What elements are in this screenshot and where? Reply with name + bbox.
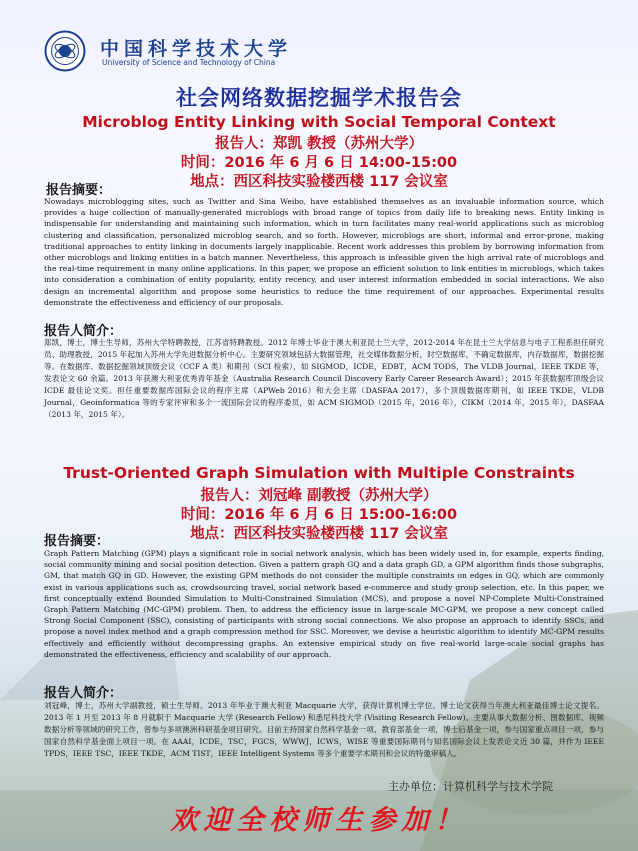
talk-1-speaker: 报告人：郑凯 教授（苏州大学） <box>214 136 424 152</box>
talk-1-title: Microblog Entity Linking with Social Temporal Context <box>82 113 556 131</box>
talk-1-time: 时间：2016 年 6 月 6 日 14:00-15:00 <box>180 155 458 171</box>
organizer: 主办单位：计算机科学与技术学院 <box>388 780 553 793</box>
talk-1-location: 地点：西区科技实验楼西楼 117 会议室 <box>190 174 448 190</box>
university-logo <box>44 30 86 72</box>
event-title: 社会网络数据挖掘学术报告会 <box>176 86 462 110</box>
talk-2-bio: 刘冠峰，博士，苏州大学副教授，硕士生导师。2013 年毕业于澳大利亚 Macquarie 大学，获得计算机博士学位。博士论文获得当年澳大利亚最佳博士论文提名。2013 年 1 月至 2013 年 8 月就职于 Macquarie 大学 (Research Fellow) 和悉尼科技大学 (Visiting Research Fellow)。主要从事大数据分析、图数据库、视频数据分析等领域的研究工作，曾参与多项澳洲科研基金项目研究。目前主持国家自然科学基金一项、教育部基金一项，博士后基金一项，参与国家重点项目一项，参与国家自然科学基金面上项目一项。在 AAAI，ICDE，TSC，FGCS，WWWJ，ICWS，WISE 等重要国际期刊与知名国际会议上发表论文近 30 篇，并作为 IEEE TPDS，IEEE TSC，IEEE TKDE，ACM TIST，IEEE Intelligent Systems 等多个重要学术期刊和会议的特邀审稿人。 <box>44 701 604 758</box>
talk-2-abstract-label: 报告摘要： <box>44 534 110 549</box>
talk-2-speaker: 报告人：刘冠峰 副教授（苏州大学） <box>200 488 438 504</box>
talk-1-abstract-label: 报告摘要： <box>46 183 112 198</box>
talk-2-title: Trust-Oriented Graph Simulation with Multiple Constraints <box>63 464 575 482</box>
talk-2-abstract: Graph Pattern Matching (GPM) plays a significant role in social network analysis, which has been widely used in, for example, experts finding, social community mining and social position detection. Given a pattern graph GQ and a data graph GD, a GPM algorithm finds those subgraphs, GM, that match GQ in GD. However, the existing GPM methods do not consider the multiple constraints on edges in GQ, which are commonly exist in various applications such as, crowdsourcing travel, social network based e-commerce and study group selection, etc. In this paper, we first conceptually extend Bounded Simulation to Multi-Constrained Simulation (MCS), and propose a novel NP-Complete Multi-Constrained Graph Pattern Matching (MC-GPM) problem. Then, to address the efficiency issue in large-scale MC-GPM, we propose a new concept called Strong Social Component (SSC), consisting of participants with strong social connections. We also propose an approach to identify SSCs, and propose a novel index method and a graph compression method for SSC. Moreover, we devise a heuristic algorithm to identify MC-GPM results effectively and efficiently without decompressing graphs. An extensive empirical study on five real-world large-scale social graphs has demonstrated the effectiveness, efficiency and scalability of our approach. <box>44 549 604 659</box>
university-name-cn: 中国科学技术大学 <box>100 38 293 60</box>
talk-2-location: 地点：西区科技实验楼西楼 117 会议室 <box>190 526 448 542</box>
university-name-en: University of Science and Technology of China <box>102 58 276 67</box>
talk-1-bio-label: 报告人简介： <box>44 324 123 339</box>
talk-1-bio: 郑凯，博士，博士生导师，苏州大学特聘教授，江苏省特聘教授。2012 年博士毕业于澳大利亚昆士兰大学，2012-2014 年在昆士兰大学信息与电子工程系担任研究员、助理教授，2015 年起加入苏州大学先进数据分析中心。主要研究领域包括大数据管理，社交媒体数据分析，时空数据库，不确定数据库，内存数据库，数据挖掘等。在数据库、数据挖掘领域顶级会议（CCF A 类）和期刊（SCI 检索），如 SIGMOD，ICDE，EDBT，ACM TODS，The VLDB Journal，IEEE TKDE 等，发表论文 60 余篇。2013 年获澳大利亚优秀青年基金（Australia Research Council Discovery Early Career Research Award）；2015 年获数据库顶级会议 ICDE 最佳论文奖。担任重要数据库国际会议的程序主席（APWeb 2016）和大会主席（DASFAA 2017），多个顶级数据库期刊，如 IEEE TKDE，VLDB Journal，Geoinformatica 等的专家评审和多个一流国际会议的程序委员，如 ACM SIGMOD（2015 年，2016 年），CIKM（2014 年，2015 年），DASFAA（2013 年，2015 年）。 <box>44 338 604 419</box>
talk-2-time: 时间：2016 年 6 月 6 日 15:00-16:00 <box>180 507 458 523</box>
talk-1-abstract: Nowadays microblogging sites, such as Twitter and Sina Weibo, have established themselves as an invaluable information source, which provides a huge collection of manually-generated microblogs with broad range of topics from daily life to breaking news. Entity linking is indispensable for understanding and maintaining such information, which in turn facilitates many real-world applications such as microblog clustering and classification, personalized microblog search, and so forth. However, microblogs are short, informal and error-prone, making traditional approaches to entity linking in documents largely inapplicable. Recent work addresses this problem by borrowing information from other microblogs and linking entities in a batch manner. Nevertheless, this approach is infeasible given the high arrival rate of microblogs and the real-time requirement in many online applications. In this paper, we propose an efficient solution to link entities in microblogs, which takes into consideration a combination of entity popularity, entity recency, and user interest information embedded in social interactions. We also design an incremental algorithm and propose some heuristics to reduce the time requirement of our approaches. Experimental results demonstrate the effectiveness and efficiency of our proposals. <box>44 197 604 307</box>
talk-2-bio-label: 报告人简介： <box>44 686 123 701</box>
welcome-banner: 欢迎全校师生参加！ <box>170 805 468 836</box>
